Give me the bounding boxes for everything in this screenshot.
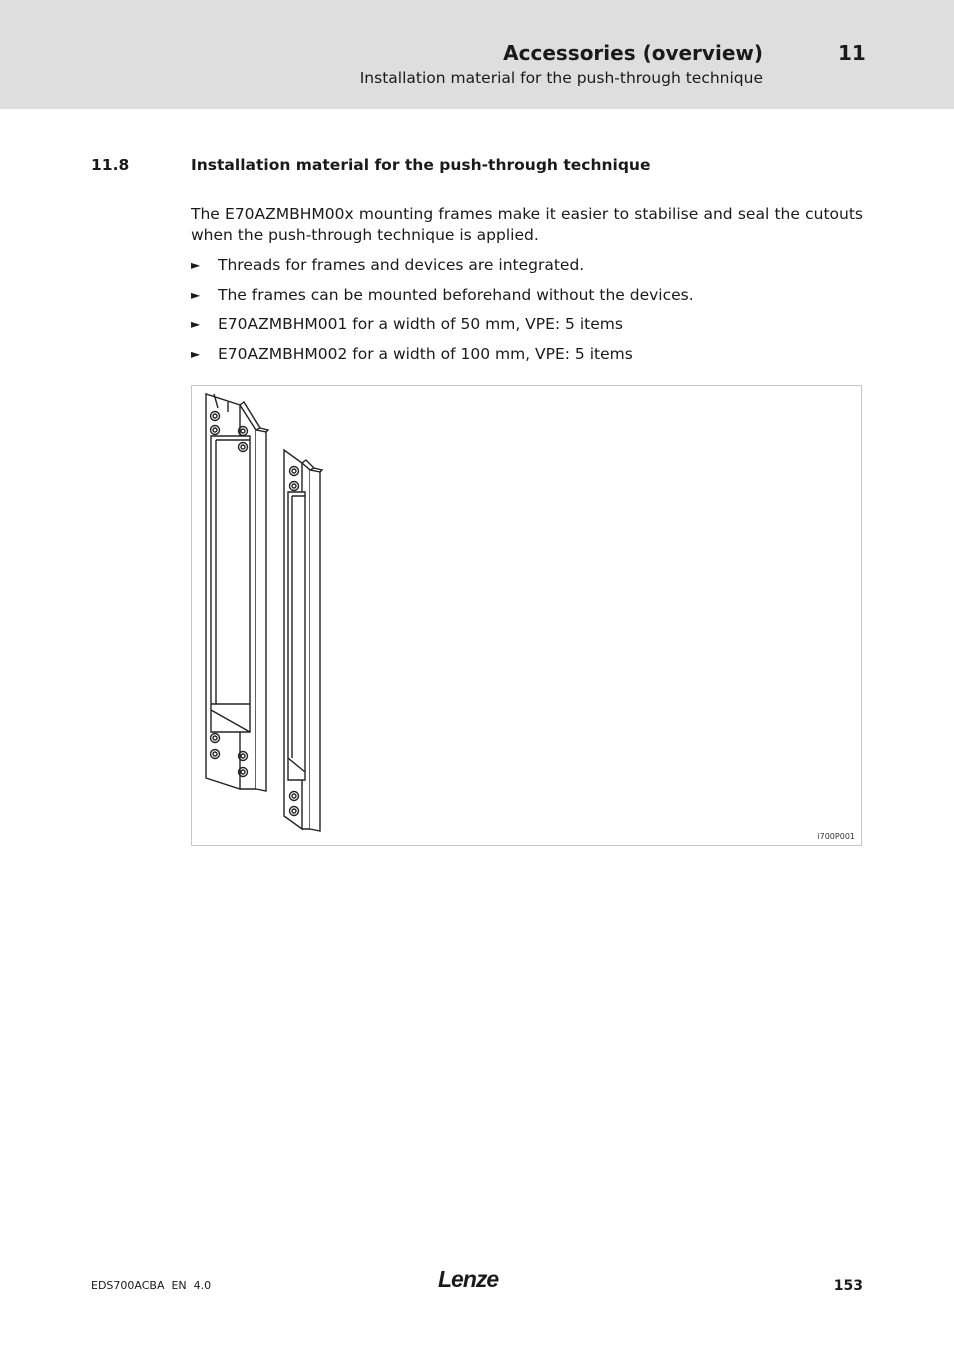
list-item (191, 255, 863, 285)
section-number: 11.8 (91, 156, 130, 174)
document-code: EDS700ACBA EN 4.0 (91, 1279, 212, 1292)
mounting-frames-drawing (192, 386, 863, 847)
svg-text:Lenze: Lenze (438, 1266, 499, 1292)
intro-paragraph: The E70AZMBHM00x mounting frames make it easier to stabilise and seal the cutouts when the push-through technique is applied. (191, 205, 863, 244)
list-item-text: E70AZMBHM002 for a width of 100 mm, VPE: 5 items (218, 344, 633, 363)
mounting-frames-figure (191, 385, 862, 846)
list-item-text: Threads for frames and devices are integrated. (218, 256, 585, 274)
lenze-logo (437, 1266, 515, 1298)
list-item-text: The frames can be mounted beforehand without the devices. (218, 285, 694, 304)
chapter-title: Accessories (overview) (503, 41, 763, 65)
bullet-arrow-icon: ► (191, 287, 201, 302)
bullet-arrow-icon: ► (191, 258, 201, 272)
list-item (191, 314, 863, 344)
section-title: Installation material for the push-through technique (191, 156, 651, 174)
chapter-subtitle: Installation material for the push-through technique (359, 69, 763, 87)
frame-100mm-drawing (206, 394, 268, 791)
frame-50mm-drawing (284, 450, 322, 831)
list-item (191, 285, 863, 315)
list-item (191, 344, 863, 374)
figure-id: i700P001 (817, 832, 855, 841)
bullet-arrow-icon: ► (191, 317, 201, 331)
page-number: 153 (833, 1278, 863, 1294)
list-item-text: E70AZMBHM001 for a width of 50 mm, VPE: 5 items (218, 315, 623, 333)
feature-list (191, 255, 863, 373)
bullet-arrow-icon: ► (191, 346, 201, 361)
lenze-logo-mark (437, 1266, 515, 1294)
chapter-number: 11 (838, 41, 866, 65)
header-band (0, 0, 954, 109)
